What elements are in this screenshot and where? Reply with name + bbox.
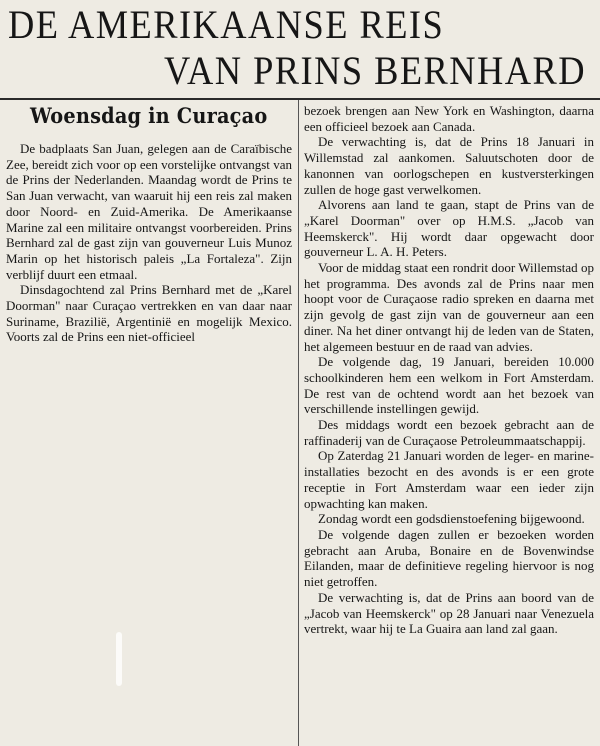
paragraph: Dinsdagochtend zal Prins Bernhard met de „Karel Doorman" naar Curaçao vertrekken en van daar naar Suriname, Brazilië, Argentinië en mogelijk Mexico. Voorts zal de Prins een niet-officieel [6, 282, 292, 345]
header-rule [0, 98, 600, 100]
paragraph: Voor de middag staat een rondrit door Willemstad op het programma. Des avonds zal de Prins naar men hoopt voor de Curaçaose radio spreken en daarna met zijn gevolg de gast zijn van de gouverneur aan een diner. Na het diner ontvangt hij de leden van de Staten, het algemeen bestuur en de raad van advies. [304, 260, 594, 354]
paragraph-continuation: bezoek brengen aan New York en Washington, daarna een officieel bezoek aan Canada. [304, 103, 594, 134]
paragraph: Zondag wordt een godsdienstoefening bijgewoond. [318, 511, 585, 527]
paragraph: De badplaats San Juan, gelegen aan de Caraïbische Zee, bereidt zich voor op een vorstelijke ontvangst van de Prins der Nederlanden. Maandag wordt de Prins te San Juan verwacht, van waaruit hij een reis zal maken door Noord- en Zuid-Amerika. De Amerikaanse Marine zal een militaire ontvangst voorbereiden. Prins Bernhard zal de gast zijn van gouverneur Luis Munoz Marin op het historisch paleis „La Fortaleza". Zijn verblijf duurt een etmaal. [6, 141, 292, 282]
paragraph: De volgende dagen zullen er bezoeken worden gebracht aan Aruba, Bonaire en de Bovenwindse Eilanden, maar de definitieve regeling hiervoor is nog niet getroffen. [304, 526, 594, 590]
paragraph: Op Zaterdag 21 Januari worden de leger- en marine-installaties bezocht en des avonds is er een grote receptie in Fort Amsterdam waar een ieder zijn opwachting kan maken. [304, 448, 594, 511]
paragraph: De verwachting is, dat de Prins aan boord van de „Jacob van Heemskerck" op 28 Januari naar Venezuela vertrekt, waar hij te La Guaira aan land zal gaan. [304, 589, 594, 637]
paragraph: Des middags wordt een bezoek gebracht aan de raffinaderij van de Curaçaose Petroleummaatschappij. [304, 417, 594, 448]
paragraph: De verwachting is, dat de Prins 18 Januari in Willemstad zal aankomen. Saluutschoten door de kanonnen van oorlogschepen en kustversterkingen zullen de hoge gast verwelkomen. [304, 134, 594, 197]
paragraph: Alvorens aan land te gaan, stapt de Prins van de „Karel Doorman" over op H.M.S. „Jacob van Heemskerck". Hij wordt daar opgewacht door gouverneur L. A. H. Peters. [304, 197, 594, 260]
column-divider [298, 100, 299, 746]
paragraph: De volgende dag, 19 Januari, bereiden 10.000 schoolkinderen hem een welkom in Fort Amsterdam. De rest van de ochtend wordt aan het bezoek van verschillende instellingen gewijd. [304, 354, 594, 417]
headline-line-1: DE AMERIKAANSE REIS [8, 2, 445, 47]
paper-scratch-mark [116, 632, 122, 686]
subheading: Woensdag in Curaçao [30, 103, 268, 128]
left-column [6, 141, 292, 345]
right-column [304, 103, 594, 637]
headline-line-2: VAN PRINS BERNHARD [164, 48, 586, 93]
